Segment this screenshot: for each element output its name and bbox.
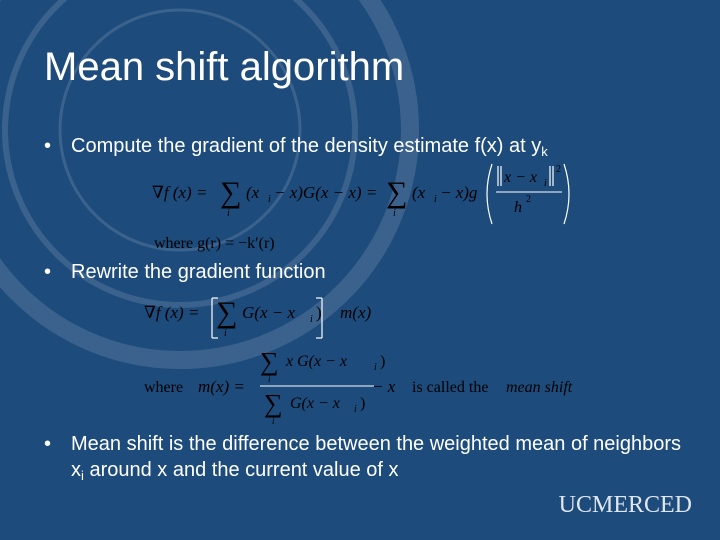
eq3-minus: − x [372,377,396,396]
sum-index-2: i [393,208,396,219]
norm-exp: 2 [556,164,561,175]
eq1-g: − x)g [440,183,478,202]
bullet-text [71,431,691,489]
eq2-m: m(x) [340,303,372,322]
eq3-den: G(x − x [290,395,340,412]
paren-left [487,164,492,224]
eq2-lhs: ∇f (x) = [144,303,200,322]
sum-symbol-4: ∑ [260,347,279,376]
bullet-dot: • [44,433,52,455]
frac-num-sub: i [544,178,547,189]
eq3-den-close: ) [360,395,366,412]
subscript: k [541,144,548,159]
ucmerced-logo: UCMERCED [558,492,692,518]
sum-symbol-3: ∑ [216,296,238,329]
eq1-mid: − x)G(x − x) = [274,183,378,202]
eq3-num: x G(x − x [286,353,347,370]
bullet-dot: • [44,135,52,157]
eq3-den-sub: i [354,404,357,415]
frac-den: h [514,199,522,216]
paren-right [564,164,569,224]
subscript: i [81,468,84,483]
bullet-text-b: around x and the current value of x [83,459,399,481]
eq3-m: m(x) = [198,377,245,396]
sum-symbol-2: ∑ [386,176,408,209]
bullet-text: Rewrite the gradient function [71,261,326,283]
where-line-2: where [144,379,184,396]
den-exp: 2 [526,194,531,205]
eq3-num-sub: i [374,362,377,373]
slide-title: Mean shift algorithm [44,45,405,89]
eq3-num-close: ) [380,353,386,370]
where-line-1: where g(r) = −k′(r) [154,235,275,252]
sum-index-4: i [268,374,271,384]
sum-index: i [227,208,230,219]
gradient-equation [150,158,590,258]
frac-num: x − x [504,169,537,186]
sum-index-5: i [272,416,275,426]
eq3-called: is called the [412,379,489,396]
eq2-sub-i: i [310,314,313,325]
eq1-lhs: ∇f (x) = [152,183,208,202]
eq3-mean-shift: mean shift [506,379,573,396]
sum-index-3: i [224,328,227,339]
eq1-sum1: (x [246,183,260,202]
sum-symbol: ∑ [220,176,242,209]
eq1-sum2: (x [412,183,426,202]
eq1-sub-i: i [268,194,271,205]
mean-shift-equation [142,292,602,432]
eq1-sub-i-2: i [434,194,437,205]
sum-symbol-5: ∑ [264,389,283,418]
eq2-body: G(x − x [242,303,296,322]
eq2-close: ) [316,303,322,322]
bullet-text-a: Mean shift is the difference between the weighted mean of neighbors x [71,433,682,481]
bullet-dot: • [44,261,52,283]
bullet-text-main: Compute the gradient of the density estimate f(x) at y [71,135,542,157]
